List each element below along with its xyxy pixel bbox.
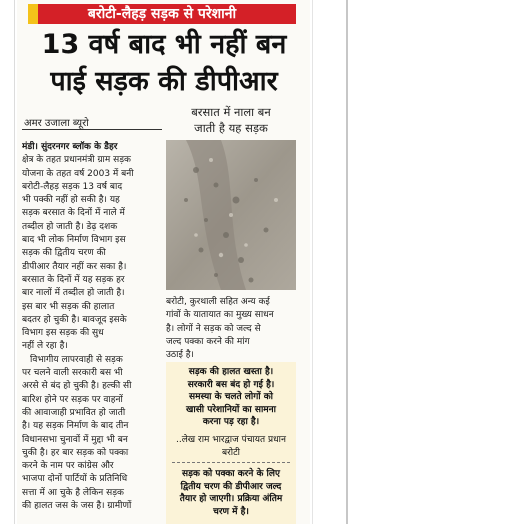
body-line: अरसे से बंद हो चुकी है। हल्की सी [22, 381, 132, 392]
body-line: सड़क बरसात के दिनों में नाले में [22, 208, 125, 219]
body-line: भी पक्की नहीं हो सकी है। यह [22, 195, 120, 206]
quote-line: तैयार हो जाएगी। प्रक्रिया अंतिम [179, 494, 283, 504]
quote-line: सरकारी बस बंद हो गई है। [187, 379, 275, 390]
body-line: बारिश होने पर सड़क पर वाहनों [22, 394, 123, 405]
body-line: मंडी। सुंदरनगर ब्लॉक के डैहर [22, 142, 118, 152]
body-line: बदतर हो चुकी है। बावजूद इसके [22, 314, 127, 325]
body-column-mid [166, 296, 296, 362]
body-line: सत्ता में आ चुके है लेकिन सड़क [22, 487, 124, 498]
body-line: चुकी है। हर बार सड़क को पक्का [22, 447, 129, 458]
body-line: है। यह सड़क निर्माण के बाद तीन [22, 421, 129, 432]
quote-1 [166, 366, 296, 429]
attribution-line: ..लेख राम भारद्वाज पंचायत प्रधान [175, 435, 287, 445]
headline-line-1: 13 वर्ष बाद भी नहीं बन [41, 29, 287, 60]
quote-line: सड़क को पक्का करने के लिए [182, 469, 280, 479]
body-line: डीपीआर तैयार नहीं कर सका है। [22, 261, 127, 272]
body-line: पर चलने वाली सरकारी बस भी [22, 368, 123, 379]
quote-line: करना पड़ रहा है। [202, 417, 260, 427]
byline-underline [22, 129, 162, 130]
body-line: क्षेत्र के तहत प्रधानमंत्री ग्राम सड़क [22, 155, 131, 166]
headline-line-2: पाई सड़क की डीपीआर [50, 66, 278, 97]
right-edge-rule [312, 0, 313, 524]
body-line: बाद भी लोक निर्माण विभाग इस [22, 235, 126, 246]
road-photo-image [166, 140, 296, 290]
quote-line: सड़क की हालत खस्ता है। [188, 367, 274, 377]
body-line: बरोटी, कुरथाली सहित अन्य कई [166, 297, 270, 307]
body-line: भाजपा दोनों पार्टियों के प्रतिनिधि [22, 474, 128, 485]
caption-line: बरसात में नाला बन [191, 105, 271, 119]
body-line: विधानसभा चुनावों में मुद्दा भी बन [22, 434, 128, 445]
road-photo [166, 140, 296, 290]
attribution-line: बरोटी [221, 447, 241, 458]
kicker-banner: बरोटी-लैहड़ सड़क से परेशानी [28, 4, 296, 24]
byline: अमर उजाला ब्यूरो [24, 118, 89, 129]
margin-bar [346, 0, 348, 524]
quote-1-attribution [166, 434, 296, 459]
body-line: की हालत जस के जस है। ग्रामीणों [22, 501, 132, 512]
caption-line: जाती है यह सड़क [194, 121, 268, 135]
body-line: बरसात के दिनों में यह सड़क हर [22, 274, 125, 285]
body-column-left [22, 141, 161, 513]
quote-box [166, 362, 296, 524]
quote-line: द्वितीय चरण की डीपीआर जल्द [180, 481, 282, 492]
body-line: करने के नाम पर कांग्रेस और [22, 461, 114, 472]
body-line: नहीं ले रहा है। [22, 341, 68, 352]
body-line: है। लोगों ने सड़क को जल्द से [166, 323, 261, 334]
body-line: इस बार भी सड़क की हालात [22, 301, 115, 312]
body-line: जल्द पक्का करने की मांग [166, 336, 250, 347]
quote-2 [166, 468, 296, 518]
body-line: योजना के तहत वर्ष 2003 में बनी [22, 168, 134, 179]
body-line: विभागीय लापरवाही से सड़क [30, 354, 123, 365]
kicker-mark [28, 4, 38, 24]
body-line: सड़क की द्वितीय चरण की [22, 248, 106, 259]
quote-divider [172, 462, 290, 463]
quote-line: चरण में है। [213, 506, 249, 517]
body-line: बार नालों में तब्दील हो जाती है। [22, 288, 125, 299]
body-line: उठाई है। [166, 350, 194, 361]
quote-line: समस्या के चलते लोगों को [189, 392, 273, 402]
body-line: बरोटी-लैहड़ सड़क 13 वर्ष बाद [22, 181, 123, 192]
body-line: गांवों के यातायात का मुख्य साधन [166, 310, 274, 321]
quote-line: खासी परेशानियों का सामना [186, 404, 276, 415]
body-line: विभाग इस सड़क की सुध [22, 328, 104, 339]
photo-caption [166, 104, 296, 136]
left-edge-rule [14, 0, 15, 524]
body-line: की आवाजाही प्रभावित हो जाती [22, 407, 126, 418]
body-line: तब्दील हो जाती है। डेढ़ दशक [22, 221, 118, 232]
